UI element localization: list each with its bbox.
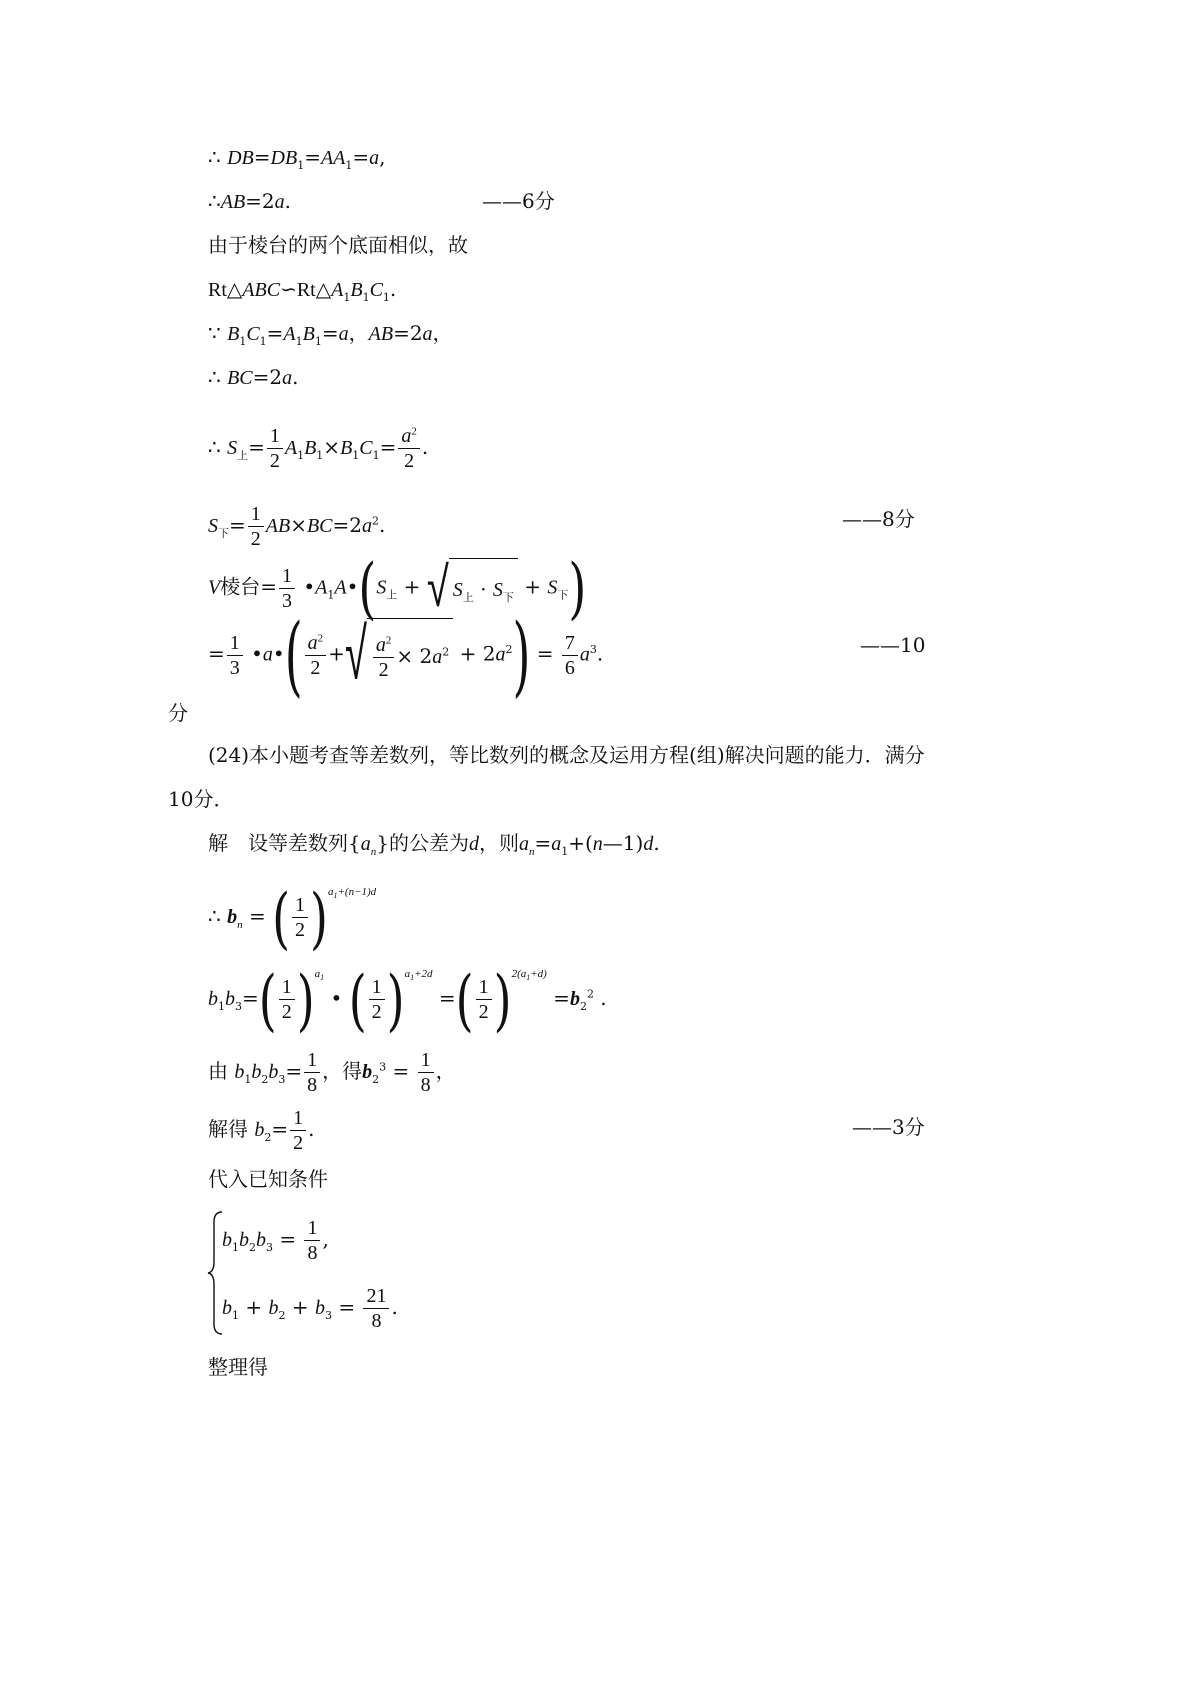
line-bc-eq: ∴ BC=2a. — [208, 365, 299, 389]
score-6: ——6分 — [482, 189, 555, 213]
line-substitute: 代入已知条件 — [208, 1167, 328, 1191]
score-8: ——8分 — [842, 507, 915, 531]
line-full-score: 10分． — [168, 787, 234, 811]
line-simplify: 整理得 — [208, 1355, 268, 1379]
line-given-product: 由 $b_1b_2b_3=$ $\frac{1}{8}$ ，得$b_2^3$ = $\frac{1}{8}$ ， — [208, 1049, 456, 1096]
equation-system — [206, 1210, 506, 1336]
line-s-upper: ∴ $S_上=$ $\frac{1}{2}$ $A_1B_1\times B_1C_1=$ $\frac{a^2}{2}$ . — [208, 425, 429, 472]
line-s-lower: $S_下=$ $\frac{1}{2}$ $AB\times BC=2a^2$. — [208, 503, 386, 550]
line-solve-b2: 解得 $b_2=$ $\frac{1}{2}$ . — [208, 1107, 315, 1154]
line-volume-formula: V棱台= $\frac{1}{3}$ $•A_1A•(S_上$ + √ $S_上 \cdot S_下 + S_下$) — [208, 548, 587, 628]
system-eq-2: $b_1 + b_2 + b_3$ = $\frac{21}{8}$ . — [222, 1285, 398, 1332]
line-volume-result: = $\frac{1}{3}$ •a•( $\frac{a^2}{2}$ +√ $\frac{a^2}{2}$ × $2a^2 + 2a^2$) = $\frac{7}{6}$ $a^3$. — [208, 603, 604, 707]
line-because: ∵ $B_1C_1=A_1B_1=a$，AB=2a， — [208, 321, 453, 348]
line-ab-eq: ∴AB=2a. — [208, 189, 292, 213]
score-10: ——10 — [860, 633, 926, 657]
score-3: ——3分 — [852, 1115, 925, 1139]
line-bn-formula: ∴ $b_n$ = ( $\frac{1}{2}$ )$^{a_1+(n-1)d}$ — [208, 878, 377, 957]
line-b1b3: $b_1b_3=$( $\frac{1}{2}$ )$^{a_1}$ • ( $\frac{1}{2}$ )$^{a_1+2d}$ =( $\frac{1}{2}$ )$^{2(a_1+d)} =b_2^2$ . — [208, 960, 607, 1039]
line-fen: 分 — [168, 701, 188, 725]
line-db-eq: ∴ $DB=DB_1=AA_1=a$, — [208, 145, 386, 172]
line-similar-bases: 由于棱台的两个底面相似，故 — [208, 233, 468, 257]
line-problem24: (24)本小题考查等差数列，等比数列的概念及运用方程(组)解决问题的能力．满分 — [208, 743, 925, 767]
line-solution-setup: 解 设等差数列$\{a_n\}$的公差为d，则$a_n=a_1+(n—1)d$. — [208, 831, 660, 858]
system-eq-1: $b_1b_2b_3$ = $\frac{1}{8}$ , — [222, 1217, 329, 1264]
line-rt-similar: $Rt\triangle ABC∽Rt\triangle A_1B_1C_1$. — [208, 277, 397, 304]
